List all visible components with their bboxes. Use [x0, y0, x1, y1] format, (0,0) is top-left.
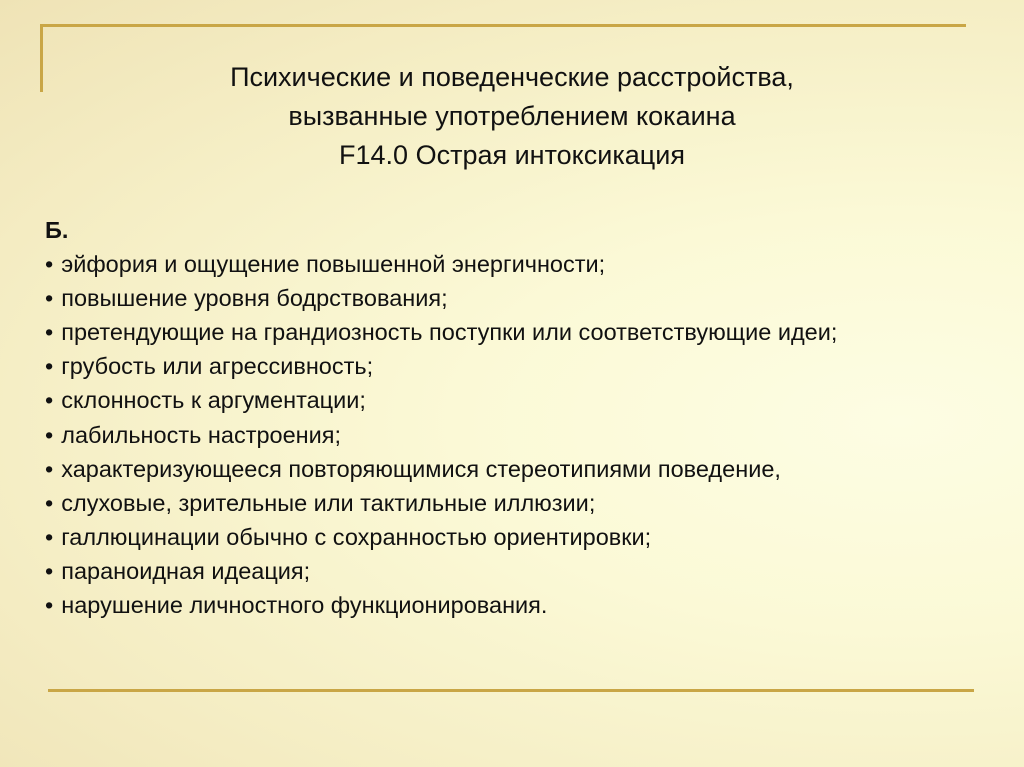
list-item: [45, 418, 1015, 452]
bullet-glyph: •: [45, 285, 54, 312]
list-item-text: слуховые, зрительные или тактильные иллюзии;: [61, 489, 596, 516]
bullet-glyph: •: [45, 319, 54, 346]
bullet-glyph: •: [45, 421, 54, 448]
list-item: [45, 486, 1015, 520]
title-line: вызванные употреблением кокаина: [288, 101, 736, 131]
list-item: [45, 247, 1015, 281]
top-rule: [40, 24, 966, 27]
title-line: F14.0 Острая интоксикация: [339, 140, 685, 170]
bullet-glyph: •: [45, 489, 54, 516]
list-item-text: претендующие на грандиозность поступки или соответствующие идеи;: [61, 319, 838, 346]
title-line: Психические и поведенческие расстройства,: [230, 62, 794, 92]
list-item-text: нарушение личностного функционирования.: [61, 592, 548, 619]
list-item: [45, 588, 1015, 622]
list-item: [45, 383, 1015, 417]
bottom-rule: [48, 689, 974, 692]
bullet-list: [45, 247, 1015, 622]
list-item: [45, 349, 1015, 383]
section-heading: Б.: [45, 217, 69, 243]
list-item: [45, 281, 1015, 315]
list-item-text: эйфория и ощущение повышенной энергичности;: [61, 251, 606, 278]
list-item: [45, 452, 1015, 486]
list-item-text: лабильность настроения;: [61, 421, 342, 448]
list-item-text: склонность к аргументации;: [61, 387, 366, 414]
list-item: [45, 554, 1015, 588]
bullet-glyph: •: [45, 523, 54, 550]
bullet-glyph: •: [45, 592, 54, 619]
bullet-glyph: •: [45, 455, 54, 482]
list-item-text: грубость или агрессивность;: [61, 353, 374, 380]
list-item: [45, 520, 1015, 554]
list-item-text: параноидная идеация;: [61, 557, 311, 584]
bullet-glyph: •: [45, 387, 54, 414]
bullet-glyph: •: [45, 251, 54, 278]
list-item: [45, 315, 1015, 349]
list-item-text: характеризующееся повторяющимися стереотипиями поведение,: [61, 455, 781, 482]
bullet-glyph: •: [45, 353, 54, 380]
slide-body: [45, 213, 1015, 622]
bullet-glyph: •: [45, 557, 54, 584]
list-item-text: повышение уровня бодрствования;: [61, 285, 448, 312]
list-item-text: галлюцинации обычно с сохранностью ориентировки;: [61, 523, 652, 550]
slide-title: [0, 58, 1024, 175]
